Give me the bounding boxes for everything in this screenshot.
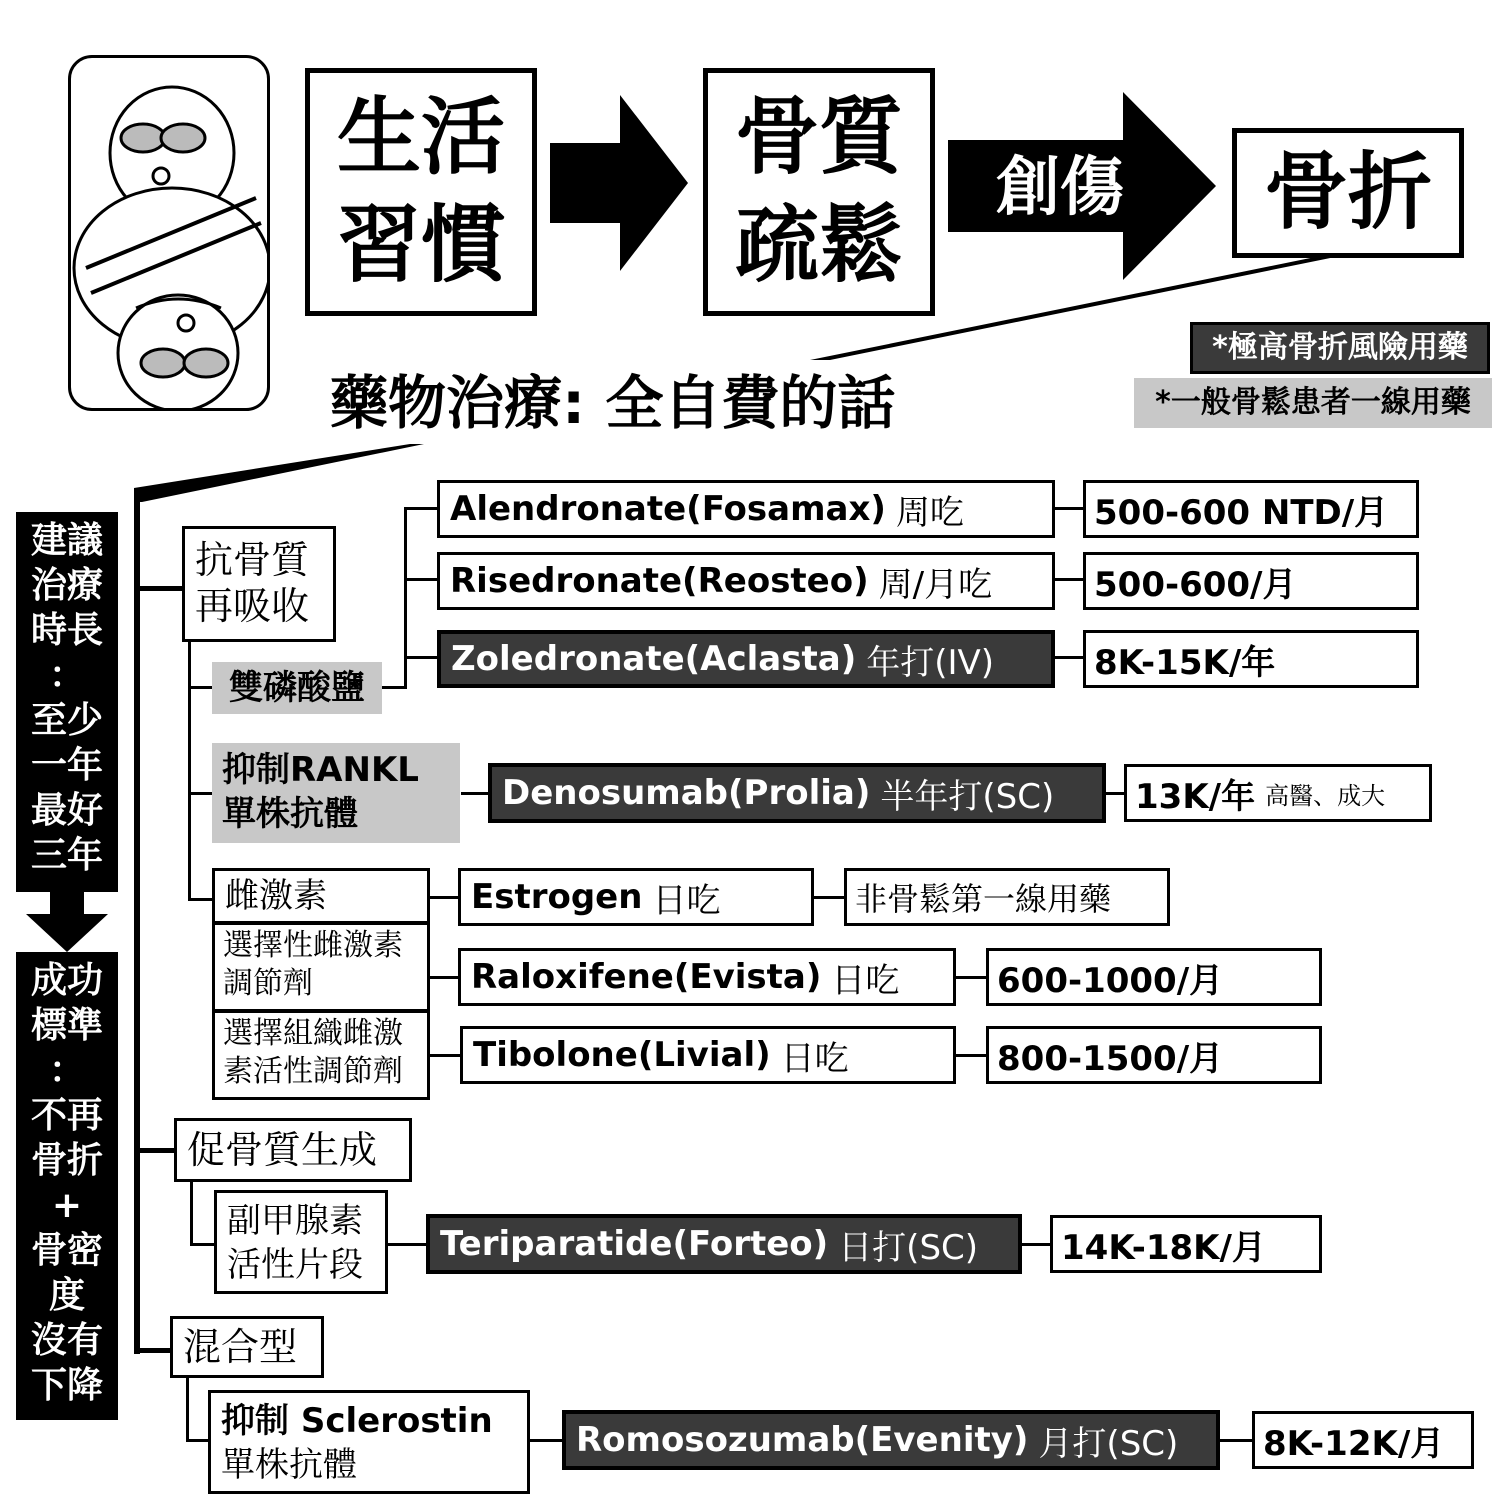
- duration-line: ：: [48, 655, 85, 696]
- duration-line: 至少: [30, 700, 103, 741]
- success-line: 成功: [30, 960, 103, 1001]
- success-panel: [16, 952, 118, 1420]
- price-text: 非骨鬆第一線用藥: [855, 880, 1112, 918]
- price-link: [954, 976, 988, 979]
- drug-risedronate: [437, 552, 1055, 610]
- duration-panel: [16, 512, 118, 892]
- drug-name: Teriparatide(Forteo): [440, 1224, 829, 1264]
- tree-trunk: [134, 494, 140, 1354]
- branch-mixed: [134, 1348, 174, 1353]
- osteoporosis-line1: 骨質: [734, 88, 903, 186]
- headline: 藥物治療: 全自費的話: [330, 369, 896, 437]
- bisphosphonate-link: [382, 686, 406, 689]
- category-serm-line1: 選擇性雌激素: [223, 928, 403, 963]
- success-line: +: [51, 1185, 83, 1226]
- drug-estrogen: [458, 868, 814, 926]
- duration-line: 一年: [30, 745, 103, 786]
- category-mixed: [170, 1316, 324, 1378]
- price-romosozumab: [1252, 1411, 1474, 1469]
- drug-zoledronate: [437, 630, 1055, 688]
- drug-frequency: 半年打(SC): [880, 776, 1055, 817]
- price-raloxifene: [986, 948, 1322, 1006]
- price-zoledronate: [1083, 630, 1419, 688]
- category-pth: [214, 1190, 388, 1294]
- price-risedronate: [1083, 552, 1419, 610]
- connector-headline-tree: [134, 444, 424, 504]
- success-line: 不再: [30, 1095, 103, 1136]
- drug-teriparatide: [426, 1214, 1022, 1274]
- drug-frequency: 日吃: [780, 1038, 849, 1079]
- price-link: [954, 1054, 988, 1057]
- success-line: 標準: [30, 1005, 103, 1046]
- category-serm-line2: 調節劑: [223, 966, 313, 1001]
- success-line: 骨密: [30, 1230, 103, 1271]
- success-line: 度: [48, 1275, 85, 1316]
- price-link: [1020, 1243, 1052, 1246]
- category-rankl-line1: 抑制RANKL: [222, 750, 419, 790]
- duration-line: 治療: [30, 565, 103, 606]
- legend-first-line-text: *一般骨鬆患者一線用藥: [1155, 385, 1471, 420]
- duration-line: 時長: [30, 610, 103, 651]
- price-note: 高醫、成大: [1265, 781, 1386, 810]
- drug-frequency: 周吃: [895, 492, 964, 533]
- drug-frequency: 日吃: [831, 960, 900, 1001]
- lifestyle-box: [305, 68, 537, 316]
- category-estrogen: [212, 868, 430, 924]
- anabolic-subtrunk: [190, 1180, 193, 1246]
- tissue-link: [428, 1054, 462, 1057]
- category-mixed-label: 混合型: [183, 1325, 298, 1369]
- category-anabolic: [174, 1118, 412, 1182]
- branch-bisphosphonate: [188, 686, 214, 689]
- pth-link: [386, 1243, 428, 1246]
- category-pth-line1: 副甲腺素: [227, 1201, 363, 1241]
- category-rankl: [212, 743, 460, 843]
- category-tissue-selective: [212, 1010, 430, 1100]
- category-tissue-selective-line1: 選擇組織雌激: [223, 1016, 403, 1051]
- success-line: 骨折: [30, 1140, 103, 1181]
- lifestyle-line2: 習慣: [336, 196, 505, 294]
- drug-name: Tibolone(Livial): [473, 1035, 771, 1075]
- mixed-subtrunk: [186, 1376, 189, 1442]
- price-link: [1054, 507, 1084, 510]
- price-text: 8K-15K/年: [1094, 642, 1276, 683]
- drug-name: Raloxifene(Evista): [471, 957, 822, 997]
- price-alendronate: [1083, 480, 1419, 538]
- bracket-tick: [404, 656, 438, 659]
- price-link: [1054, 656, 1084, 659]
- drug-name: Risedronate(Reosteo): [450, 561, 869, 601]
- estrogen-link: [428, 896, 460, 899]
- category-sclerostin: [208, 1390, 530, 1494]
- drug-name: Estrogen: [471, 877, 643, 917]
- drug-name: Alendronate(Fosamax): [450, 489, 886, 529]
- legend-very-high-risk: [1190, 322, 1490, 374]
- price-link: [1104, 792, 1126, 795]
- category-bisphosphonate: [212, 662, 382, 714]
- drug-frequency: 周/月吃: [878, 564, 993, 605]
- legend-first-line: [1134, 378, 1492, 428]
- legend-very-high-risk-text: *極高骨折風險用藥: [1212, 330, 1468, 365]
- success-line: 沒有: [30, 1320, 103, 1361]
- drug-frequency: 日吃: [652, 880, 721, 921]
- category-serm: [212, 922, 430, 1012]
- osteoporosis-line2: 疏鬆: [734, 196, 903, 294]
- price-text: 500-600 NTD/月: [1094, 492, 1389, 533]
- price-text: 600-1000/月: [997, 960, 1224, 1001]
- success-line: 下降: [30, 1365, 103, 1406]
- drug-tibolone: [460, 1026, 956, 1084]
- price-text: 800-1500/月: [997, 1038, 1224, 1079]
- down-arrow: [26, 886, 108, 952]
- bracket-tick: [404, 578, 438, 581]
- antiresorptive-subtrunk: [188, 640, 191, 900]
- drug-raloxifene: [458, 948, 956, 1006]
- branch-rankl: [188, 792, 214, 795]
- price-text: 500-600/月: [1094, 564, 1297, 605]
- drug-romosozumab: [562, 1410, 1220, 1470]
- price-link: [1218, 1439, 1254, 1442]
- price-tibolone: [986, 1026, 1322, 1084]
- bracket-tick: [404, 507, 438, 510]
- serm-link: [428, 976, 460, 979]
- category-sclerostin-line2: 單株抗體: [221, 1445, 357, 1485]
- category-pth-line2: 活性片段: [227, 1245, 363, 1285]
- category-estrogen-label: 雌激素: [225, 876, 327, 916]
- drug-frequency: 年打(IV): [866, 642, 995, 683]
- drug-frequency: 日打(SC): [838, 1227, 979, 1268]
- price-text: 13K/年: [1135, 776, 1256, 817]
- price-text: 14K-18K/月: [1061, 1227, 1266, 1268]
- category-antiresorptive-line1: 抗骨質: [195, 538, 310, 582]
- price-text: 8K-12K/月: [1263, 1423, 1445, 1464]
- category-rankl-line2: 單株抗體: [222, 794, 358, 834]
- duration-line: 最好: [30, 790, 103, 831]
- rankl-link: [461, 792, 489, 795]
- drug-denosumab: [488, 763, 1106, 823]
- price-denosumab: [1124, 764, 1432, 822]
- branch-sclerostin: [186, 1439, 210, 1442]
- category-sclerostin-line1: 抑制 Sclerostin: [221, 1401, 493, 1441]
- price-link: [812, 896, 846, 899]
- drug-frequency: 月打(SC): [1038, 1423, 1179, 1464]
- success-line: ：: [48, 1050, 85, 1091]
- branch-antiresorptive: [134, 586, 184, 591]
- sclerostin-link: [528, 1439, 564, 1442]
- patient-illustration: [71, 58, 270, 411]
- category-tissue-selective-line2: 素活性調節劑: [223, 1054, 403, 1089]
- drug-name: Denosumab(Prolia): [502, 773, 871, 813]
- note-estrogen: [844, 868, 1170, 926]
- drug-name: Romosozumab(Evenity): [576, 1420, 1029, 1460]
- bisphosphonate-bracket: [404, 507, 407, 689]
- duration-line: 建議: [30, 520, 103, 561]
- flow-arrow-1: [550, 95, 690, 271]
- price-link: [1054, 578, 1084, 581]
- branch-pth: [190, 1243, 216, 1246]
- fracture-label: 骨折: [1263, 143, 1432, 241]
- category-anabolic-label: 促骨質生成: [187, 1128, 378, 1172]
- illustration-card: [68, 55, 270, 411]
- duration-line: 三年: [30, 835, 103, 876]
- trauma-label: 創傷: [996, 151, 1124, 225]
- category-antiresorptive-line2: 再吸收: [195, 584, 310, 628]
- lifestyle-line1: 生活: [336, 88, 505, 186]
- branch-estrogen: [188, 898, 214, 901]
- category-bisphosphonate-label: 雙磷酸鹽: [229, 668, 365, 708]
- drug-name: Zoledronate(Aclasta): [451, 639, 857, 679]
- category-antiresorptive: [182, 526, 336, 642]
- price-teriparatide: [1050, 1215, 1322, 1273]
- fracture-box: [1232, 128, 1464, 258]
- drug-alendronate: [437, 480, 1055, 538]
- branch-anabolic: [134, 1148, 176, 1153]
